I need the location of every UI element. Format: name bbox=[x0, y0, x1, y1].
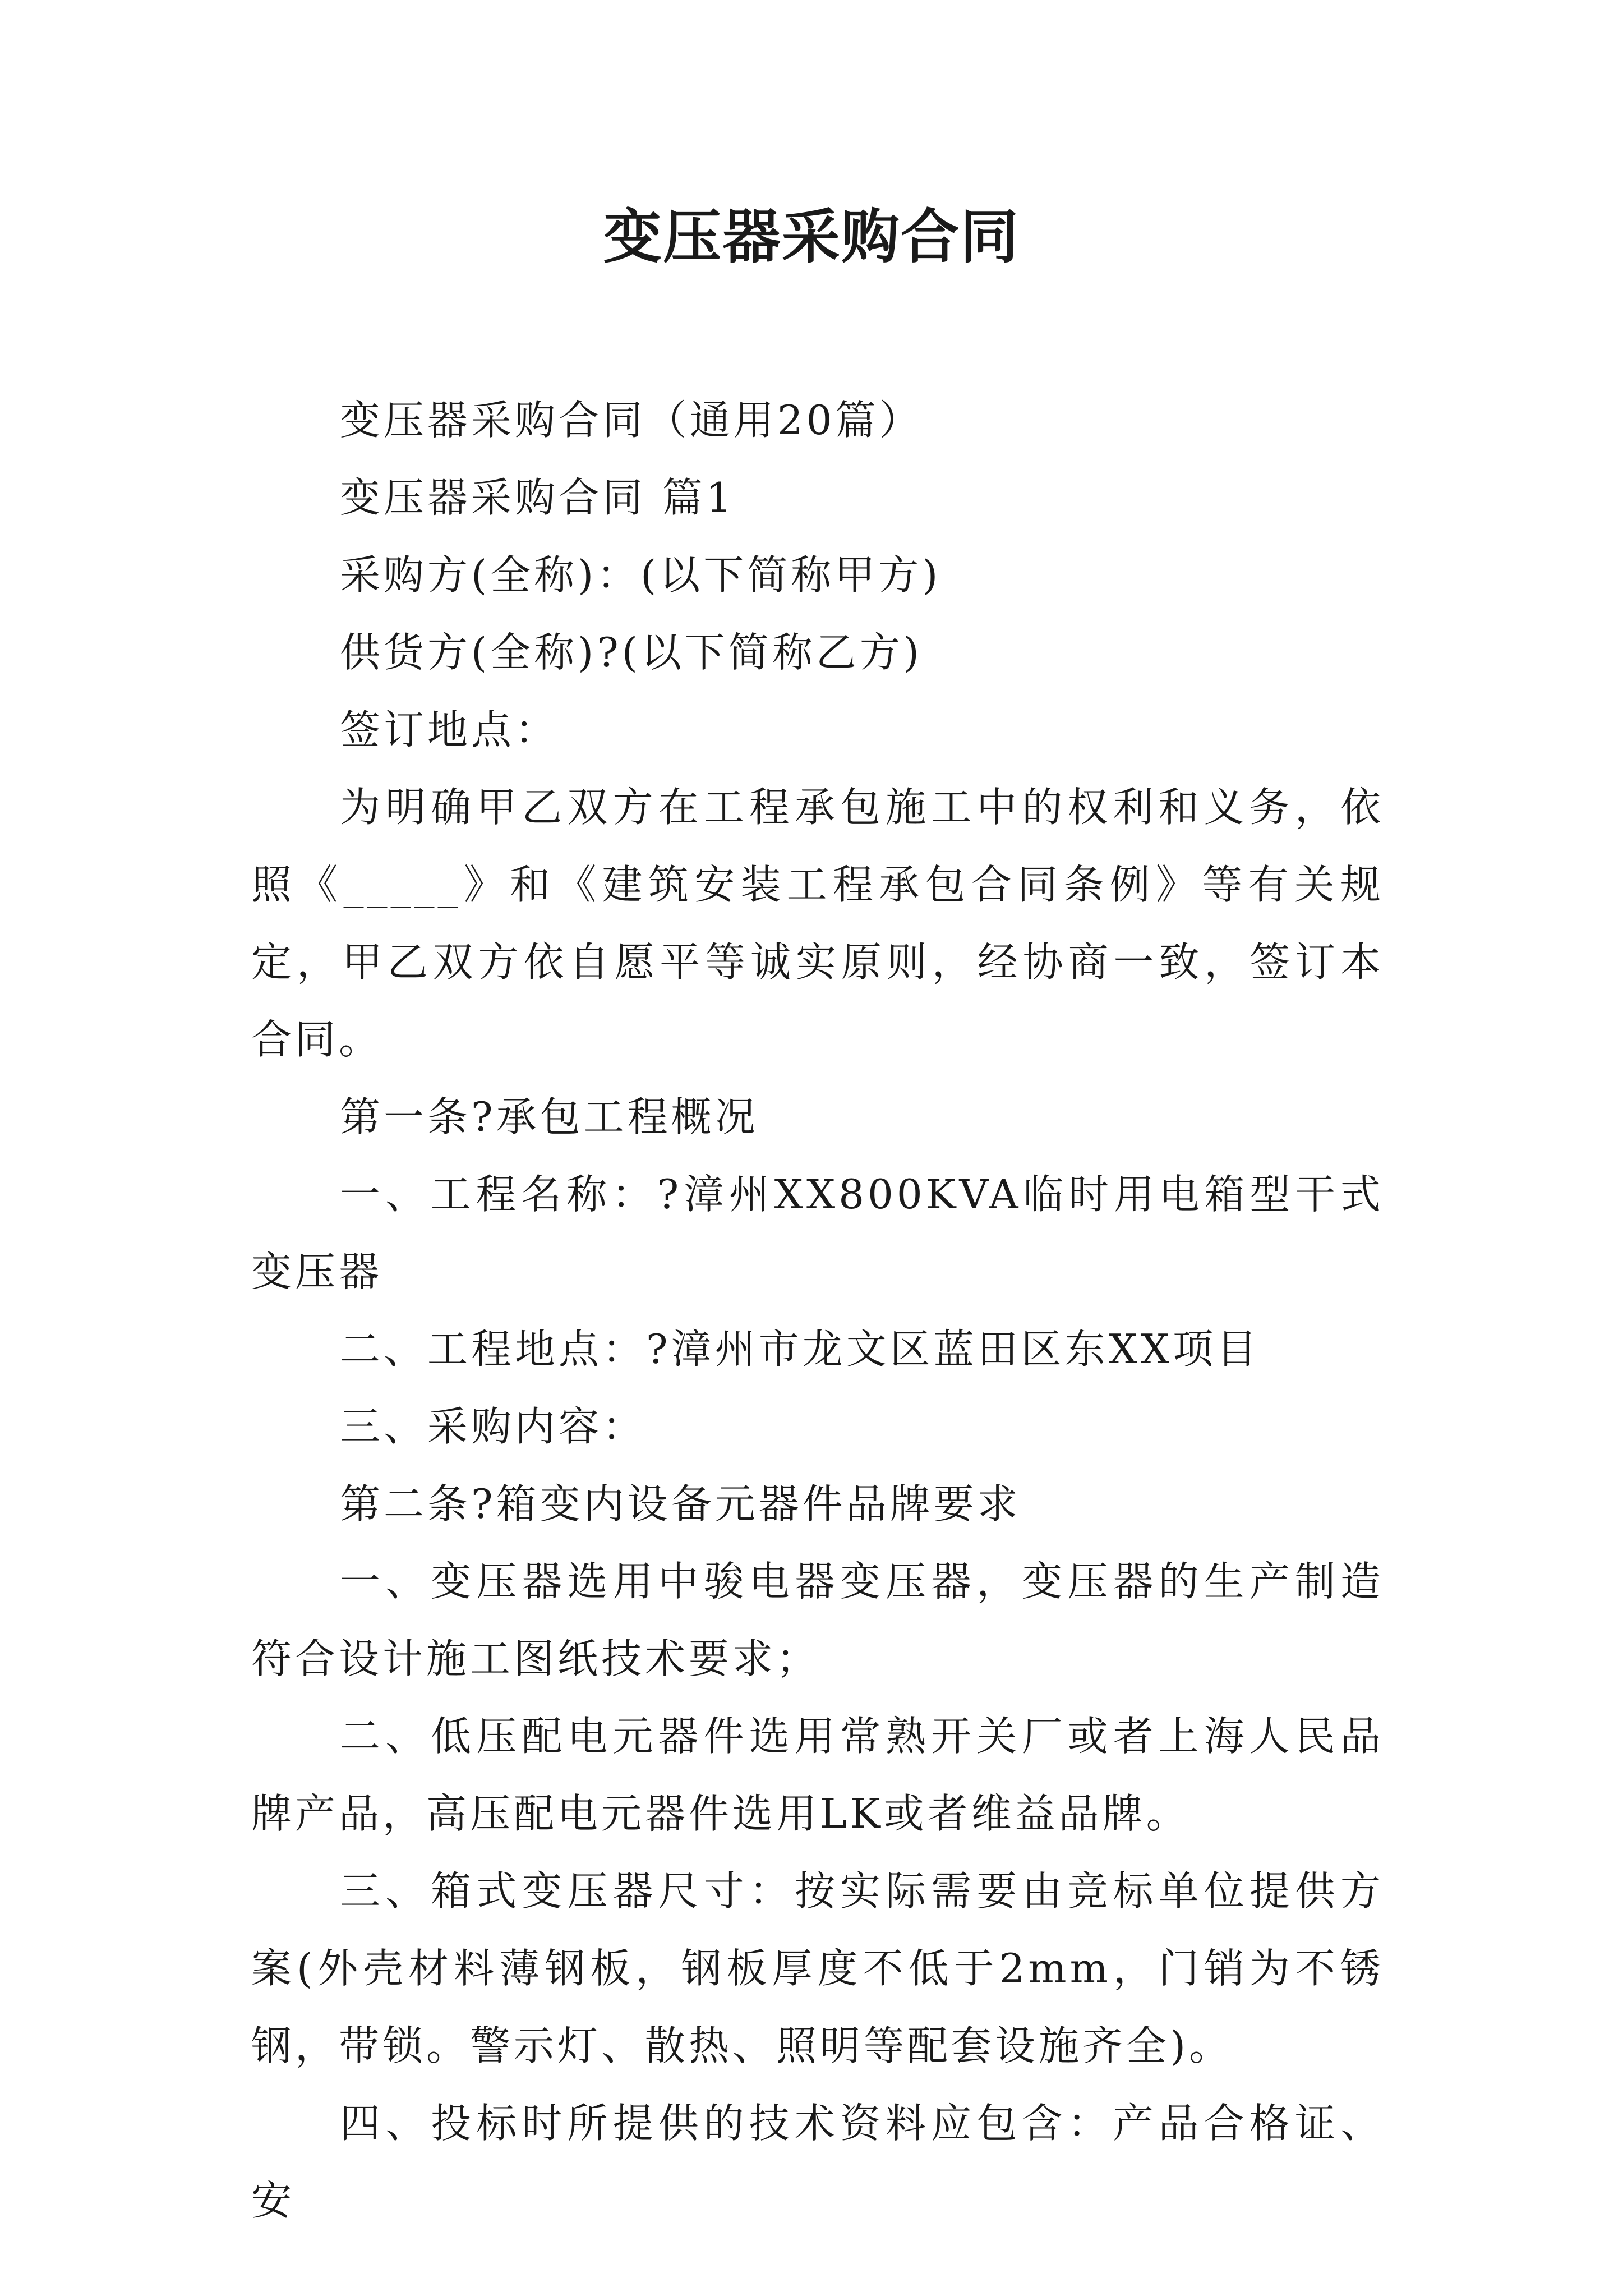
paragraph-supplier: 供货方(全称)?(以下简称乙方) bbox=[340, 629, 923, 676]
paragraph-heading: 变压器采购合同（通用20篇） bbox=[340, 397, 923, 444]
paragraph-purchase-content: 三、采购内容： bbox=[340, 1403, 647, 1450]
paragraph-project-name: 一、工程名称：?漳州XX800KVA临时用电箱型干式变压器 bbox=[251, 1171, 1384, 1295]
document-title: 变压器采购合同 bbox=[603, 202, 1020, 271]
document-body bbox=[251, 381, 1384, 2239]
paragraph-article-2: 第二条?箱变内设备元器件品牌要求 bbox=[340, 1480, 1021, 1527]
paragraph-buyer: 采购方(全称)：(以下简称甲方) bbox=[340, 551, 942, 599]
paragraph-item-3: 三、箱式变压器尺寸：按实际需要由竞标单位提供方案(外壳材料薄钢板，钢板厚度不低于2mm，门销为不锈钢，带锁。警示灯、散热、照明等配套设施齐全)。 bbox=[251, 1867, 1384, 2069]
paragraph-chapter: 变压器采购合同 篇1 bbox=[340, 474, 735, 521]
paragraph-signing-place: 签订地点： bbox=[340, 706, 559, 753]
paragraph-article-1: 第一条?承包工程概况 bbox=[340, 1093, 759, 1140]
paragraph-item-1: 一、变压器选用中骏电器变压器，变压器的生产制造符合设计施工图纸技术要求； bbox=[251, 1558, 1384, 1682]
paragraph-item-2: 二、低压配电元器件选用常熟开关厂或者上海人民品牌产品，高压配电元器件选用LK或者维益品牌。 bbox=[251, 1713, 1384, 1837]
paragraph-project-location: 二、工程地点：?漳州市龙文区蓝田区东XX项目 bbox=[340, 1326, 1261, 1373]
paragraph-item-4: 四、投标时所提供的技术资料应包含：产品合格证、安 bbox=[251, 2100, 1384, 2224]
paragraph-preamble: 为明确甲乙双方在工程承包施工中的权利和义务，依照《_____》和《建筑安装工程承包合同条例》等有关规定，甲乙双方依自愿平等诚实原则，经协商一致，签订本合同。 bbox=[251, 784, 1384, 1063]
